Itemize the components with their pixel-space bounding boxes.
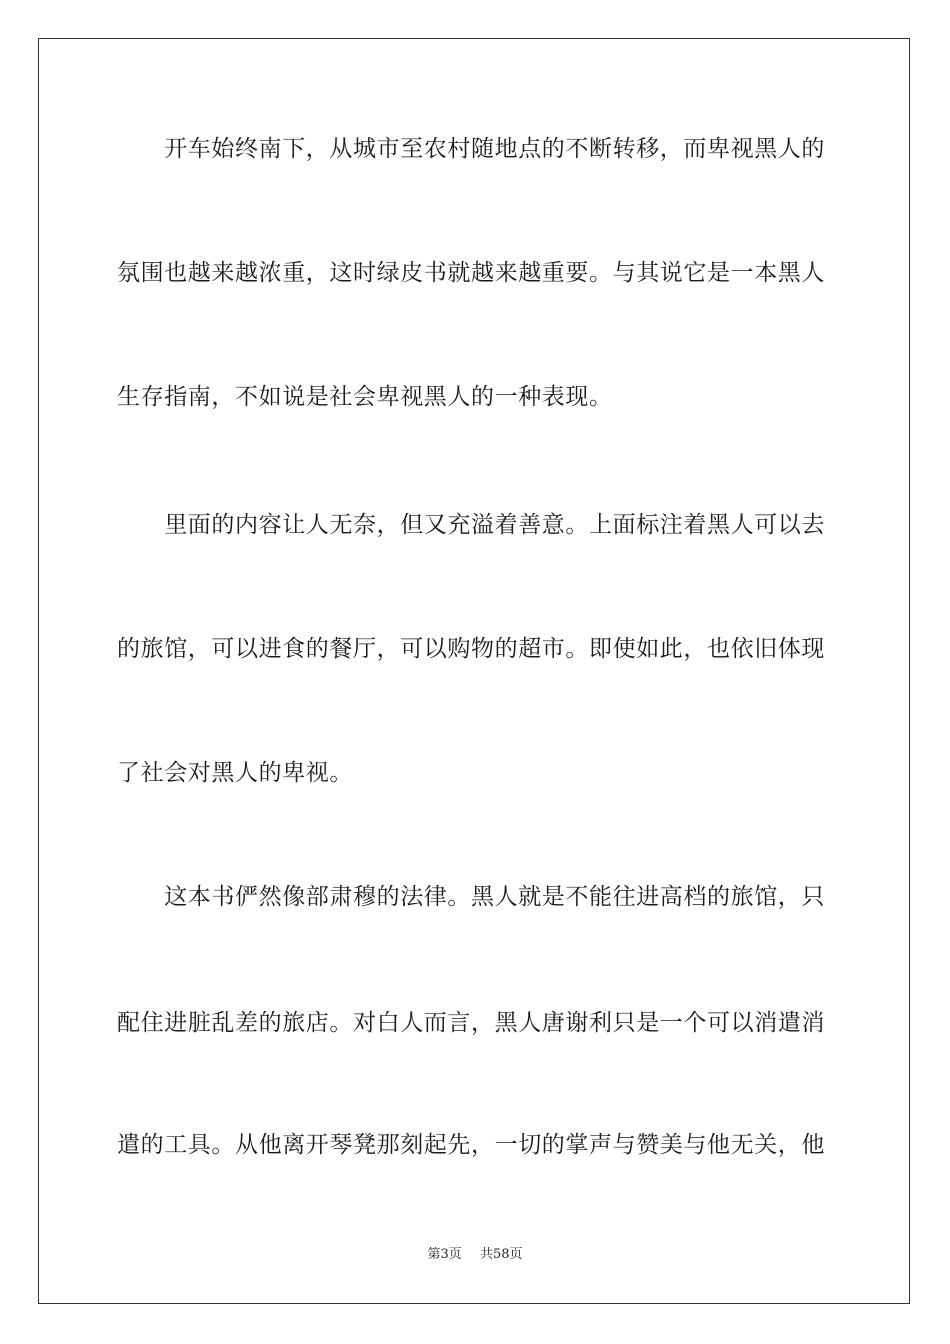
text-line: 遣的工具。从他离开琴凳那刻起先，一切的掌声与赞美与他无关，他 xyxy=(117,1132,825,1158)
text-line: 里面的内容让人无奈，但又充溢着善意。上面标注着黑人可以去 xyxy=(117,512,825,538)
text-line: 生存指南，不如说是社会卑视黑人的一种表现。 xyxy=(117,384,613,410)
text-line: 的旅馆，可以进食的餐厅，可以购物的超市。即使如此，也依旧体现 xyxy=(117,636,825,662)
text-line: 配住进脏乱差的旅店。对白人而言，黑人唐谢利只是一个可以消遣消 xyxy=(117,1010,825,1036)
text-line: 开车始终南下，从城市至农村随地点的不断转移，而卑视黑人的 xyxy=(117,136,825,162)
text-line: 了社会对黑人的卑视。 xyxy=(117,760,353,786)
page-number: 第3页 xyxy=(427,1247,462,1262)
page-total: 共58页 xyxy=(479,1247,523,1262)
page-border xyxy=(38,38,910,1304)
page-footer xyxy=(0,1246,950,1264)
text-line: 氛围也越来越浓重，这时绿皮书就越来越重要。与其说它是一本黑人 xyxy=(117,260,825,286)
text-line: 这本书俨然像部肃穆的法律。黑人就是不能往进高档的旅馆，只 xyxy=(117,884,825,910)
